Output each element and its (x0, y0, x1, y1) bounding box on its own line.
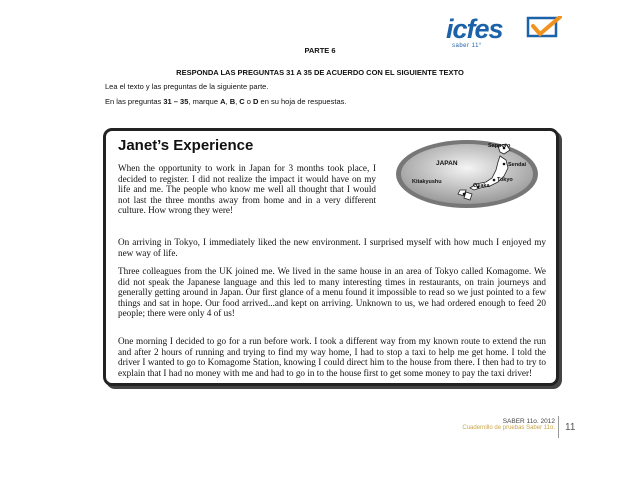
paragraph-3: Three colleagues from the UK joined me. We lived in the same house in an area of Tokyo called Komagome. We did not speak the Japanese language and this led to many interesting times in restaurants, on train journeys and generally getting around in Japan. Our first glance of a menu found it impossible to read so we just pointed to a few things and sat in hope. Our food arrived...and kept on arriving. Unknown to us, we had ordered enough to feed 20 people; there were only 4 of us! (118, 266, 546, 318)
footer-booklet-label: Cuadernillo de pruebas Saber 11o. (462, 425, 555, 431)
paragraph-4: One morning I decided to go for a run before work. I took a different way from my known route to extend the run and after 2 hours of running and trying to find my way home, I had to stop a taxi to help me get home. I told the driver I wanted to go to Komagome Station, knowing I could direct him to the house from there. I then had to try to explain that I had no money with me and had to go in to the house first to get some money to pay the taxi driver! (118, 336, 546, 378)
map-city-label: Sapporo (488, 143, 511, 149)
instructions-line-2: En las preguntas 31 – 35, marque A, B, C o D en su hoja de respuestas. (105, 97, 347, 106)
instructions-heading: RESPONDA LAS PREGUNTAS 31 A 35 DE ACUERDO CON EL SIGUIENTE TEXTO (176, 68, 464, 77)
page-footer (430, 418, 555, 431)
icfes-logo (446, 16, 566, 48)
map-city-label: Sendai (508, 162, 527, 168)
logo-check-icon (526, 16, 562, 38)
reading-title: Janet’s Experience (118, 137, 254, 154)
paragraph-1: When the opportunity to work in Japan for 3 months took place, I decided to register. I did not realize the impact it would have on my life and me. The people who know me well all thought that I would not last the three months away from home and in a very different culture. How wrong they were! (118, 163, 376, 215)
map-city-label: Kitakyushu (412, 179, 442, 185)
logo-wordmark: icfes (446, 14, 503, 44)
paragraph-2: On arriving in Tokyo, I immediately liked the new environment. I surprised myself with how much I enjoyed my new way of life. (118, 237, 546, 258)
section-title: PARTE 6 (304, 46, 336, 55)
page-number: 11 (565, 422, 576, 433)
footer-divider (558, 416, 559, 438)
japan-map (394, 138, 540, 210)
logo-subtitle: saber 11° (452, 43, 482, 49)
map-city-label: Osaka (473, 183, 490, 189)
instructions-line-1: Lea el texto y las preguntas de la siguiente parte. (105, 82, 269, 91)
footer-exam-label: SABER 11o. 2012 (502, 418, 555, 425)
map-city-label: Tokyo (497, 177, 513, 183)
map-country-label: JAPAN (436, 160, 458, 167)
map-ellipse-icon (394, 138, 540, 210)
